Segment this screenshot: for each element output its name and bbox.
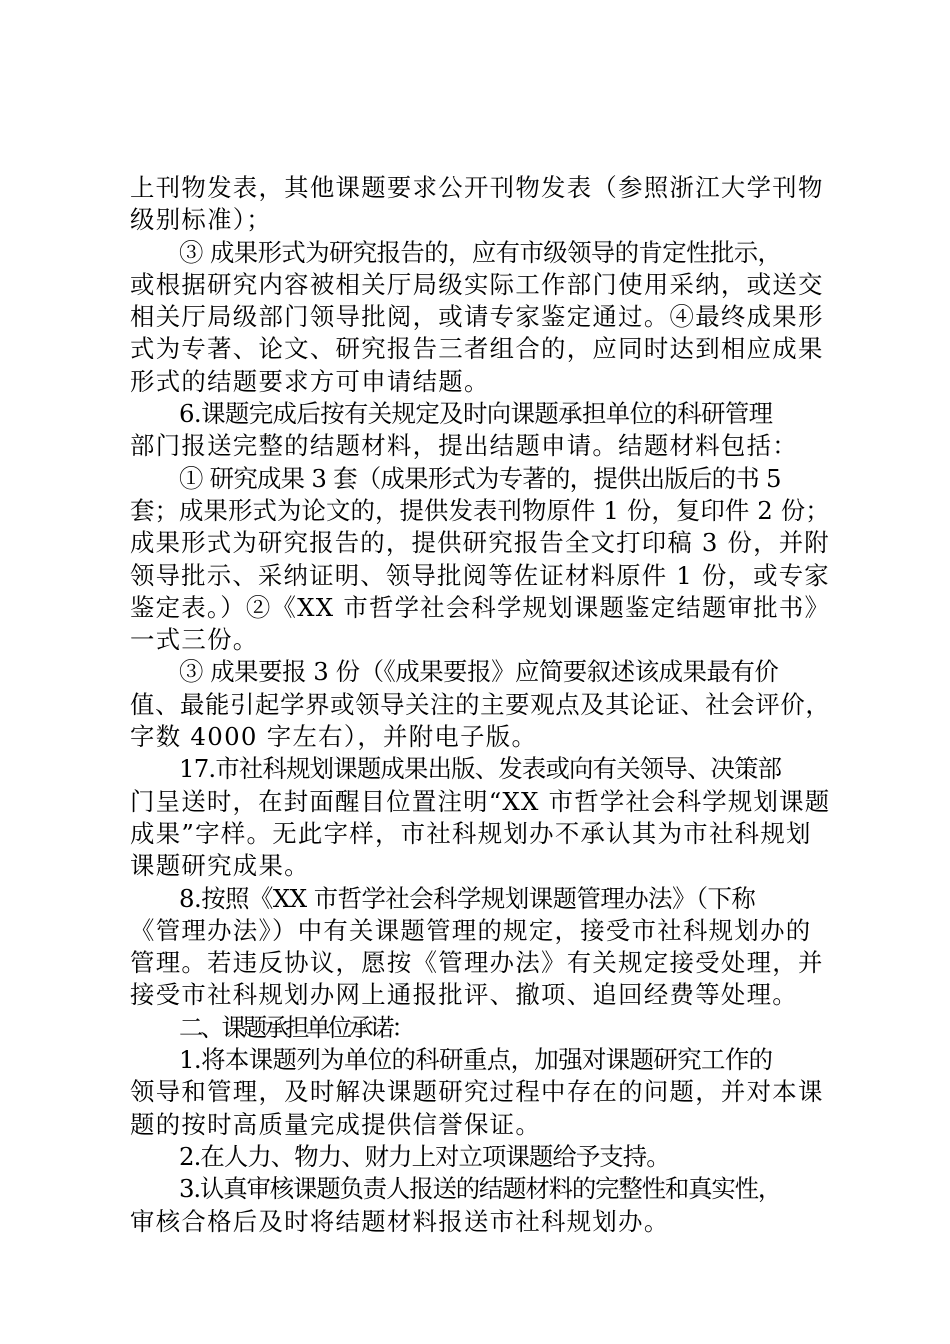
text-line: 3.认真审核课题负责人报送的结题材料的完整性和真实性， [179,1174,782,1204]
text-line: 课题研究成果。 [130,851,310,881]
text-line: ③ 成果形式为研究报告的，应有市级领导的肯定性批示， [179,237,782,267]
text-line: 成果”字样。无此字样，市社科规划办不承认其为市社科规划 [130,818,812,848]
text-line: 套；成果形式为论文的，提供发表刊物原件 1 份，复印件 2 份； [130,495,830,525]
text-line: 6.课题完成后按有关规定及时向课题承担单位的科研管理 [179,399,773,429]
text-line: 领导批示、采纳证明、领导批阅等佐证材料原件 1 份，或专家 [130,560,830,590]
text-line: 审核合格后及时将结题材料报送市社科规划办。 [130,1206,670,1236]
text-line: 管理。若违反协议，愿按《管理办法》有关规定接受处理，并 [130,948,824,978]
text-line: 门呈送时，在封面醒目位置注明“XX 市哲学社会科学规划课题 [130,786,831,816]
text-line: 题的按时高质量完成提供信誉保证。 [130,1109,542,1139]
document-body [130,172,830,1238]
text-line: 1.将本课题列为单位的科研重点，加强对课题研究工作的 [179,1045,773,1075]
text-line: 领导和管理，及时解决课题研究过程中存在的问题，并对本课 [130,1077,824,1107]
text-line: 式为专著、论文、研究报告三者组合的，应同时达到相应成果 [130,334,824,364]
text-line: 鉴定表。）②《XX 市哲学社会科学规划课题鉴定结题审批书》 [130,592,831,622]
text-line: 级别标准）； [130,205,272,235]
text-line: ① 研究成果 3 套（成果形式为专著的，提供出版后的书 5 [179,463,781,493]
text-line: 8.按照《XX 市哲学社会科学规划课题管理办法》（下称 [179,883,756,913]
text-line: 一式三份。 [130,625,259,655]
text-line: 2.在人力、物力、财力上对立项课题给予支持。 [179,1141,670,1171]
text-line: 成果形式为研究报告的，提供研究报告全文打印稿 3 份，并附 [130,528,830,558]
text-line: 二、课题承担单位承诺： [179,1012,413,1042]
text-line: 上刊物发表，其他课题要求公开刊物发表（参照浙江大学刊物 [130,173,824,202]
text-line: 17.市社科规划课题成果出版、发表或向有关领导、决策部 [179,754,782,784]
text-line: 或根据研究内容被相关厅局级实际工作部门使用采纳，或送交 [130,269,824,299]
text-line: 形式的结题要求方可申请结题。 [130,366,490,396]
text-line: 《管理办法》）中有关课题管理的规定，接受市社科规划办的 [130,915,812,945]
text-line: 值、最能引起学界或领导关注的主要观点及其论证、社会评价， [130,689,831,719]
text-line: 相关厅局级部门领导批阅，或请专家鉴定通过。④最终成果形 [130,302,824,332]
text-line: ③ 成果要报 3 份（《成果要报》应简要叙述该成果最有价 [179,657,779,687]
text-line: 字数 4000 字左右），并附电子版。 [130,722,538,752]
text-line: 部门报送完整的结题材料，提出结题申请。结题材料包括： [130,431,798,461]
text-line: 接受市社科规划办网上通报批评、撤项、追回经费等处理。 [130,980,798,1010]
